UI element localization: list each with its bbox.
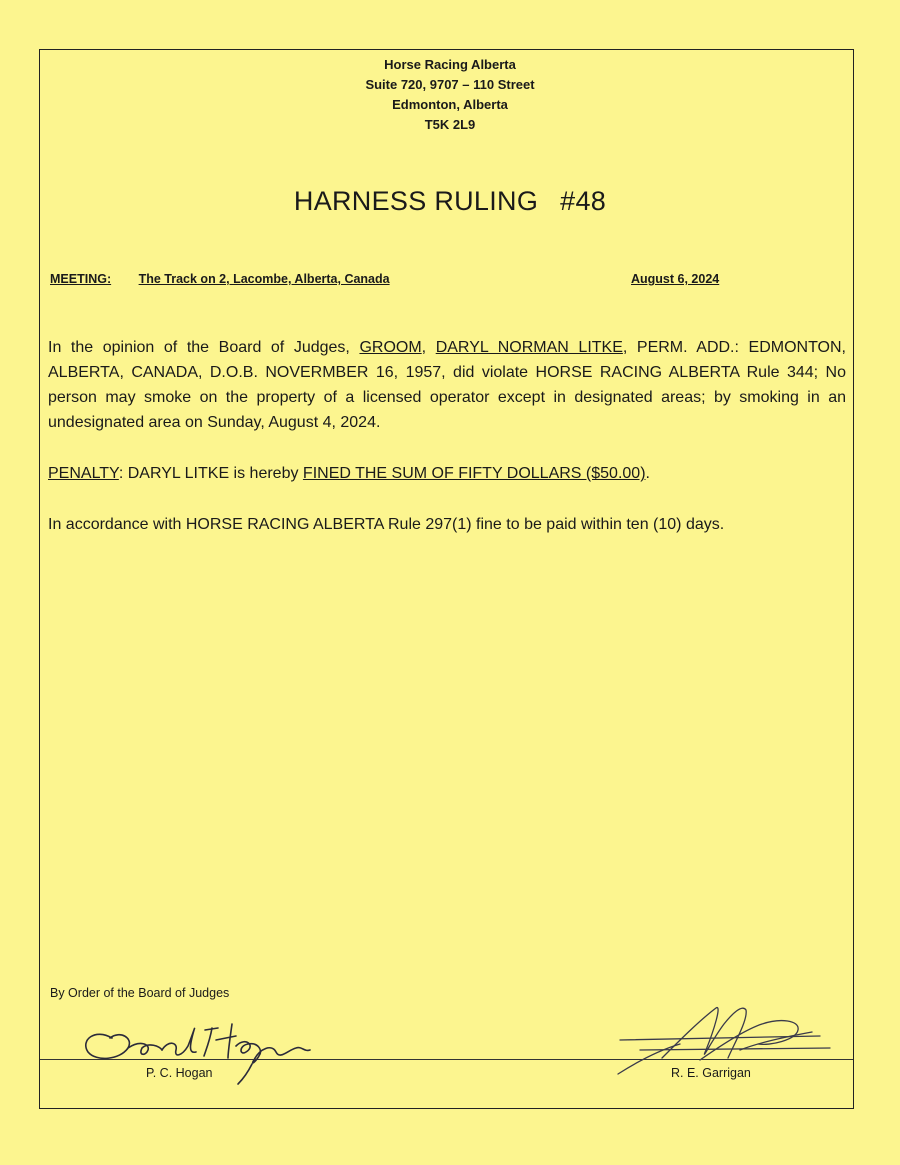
- ruling-role: GROOM: [359, 339, 422, 356]
- accordance-paragraph: In accordance with HORSE RACING ALBERTA Rule 297(1) fine to be paid within ten (10) days.: [48, 516, 725, 533]
- address-line-1: Suite 720, 9707 – 110 Street: [365, 77, 535, 92]
- meeting-date: August 6, 2024: [631, 272, 720, 286]
- penalty-text: : DARYL LITKE is hereby: [118, 465, 303, 482]
- ruling-intro: In the opinion of the Board of Judges,: [48, 339, 350, 356]
- meeting-venue: The Track on 2, Lacombe, Alberta, Canada: [138, 272, 390, 286]
- org-name: Horse Racing Alberta: [384, 57, 516, 72]
- address-line-2: Edmonton, Alberta: [392, 97, 508, 112]
- garrigan-signature: [618, 1008, 830, 1074]
- ruling-name: DARYL NORMAN LITKE: [435, 339, 623, 356]
- judge-garrigan-name: R. E. Garrigan: [671, 1066, 751, 1080]
- postal-code: T5K 2L9: [424, 117, 476, 132]
- ruling-title-text: HARNESS RULING: [293, 186, 539, 216]
- penalty-end: .: [645, 465, 650, 482]
- ruling-number: #48: [560, 186, 607, 216]
- ruling-details: , PERM. ADD.: EDMONTON, ALBERTA, CANADA, D.O.B. NOVERMBER 16, 1957, did violate HORSE RACING ALBERTA Rule 344; No person may smoke on the property of a licensed operator except in designated areas; by smoking in an undesignated area on Sunday, August 4, 2024.: [48, 339, 847, 431]
- meeting-label: MEETING:: [50, 272, 112, 286]
- penalty-fine: FINED THE SUM OF FIFTY DOLLARS ($50.00): [302, 465, 646, 482]
- by-order-text: By Order of the Board of Judges: [50, 986, 230, 1000]
- ruling-paragraph: In the opinion of the Board of Judges, GROOM, DARYL NORMAN LITKE, PERM. ADD.: EDMONTON, ALBERTA, CANADA, D.O.B. NOVERMBER 16, 1957, did violate HORSE RACING ALBERTA Rule 344; No person may smoke on the property of a licensed operator except in designated areas; by smoking in an undesignated area on Sunday, August 4, 2024.: [48, 339, 847, 431]
- judge-hogan-name: P. C. Hogan: [146, 1066, 213, 1080]
- penalty-label: PENALTY: [48, 465, 119, 482]
